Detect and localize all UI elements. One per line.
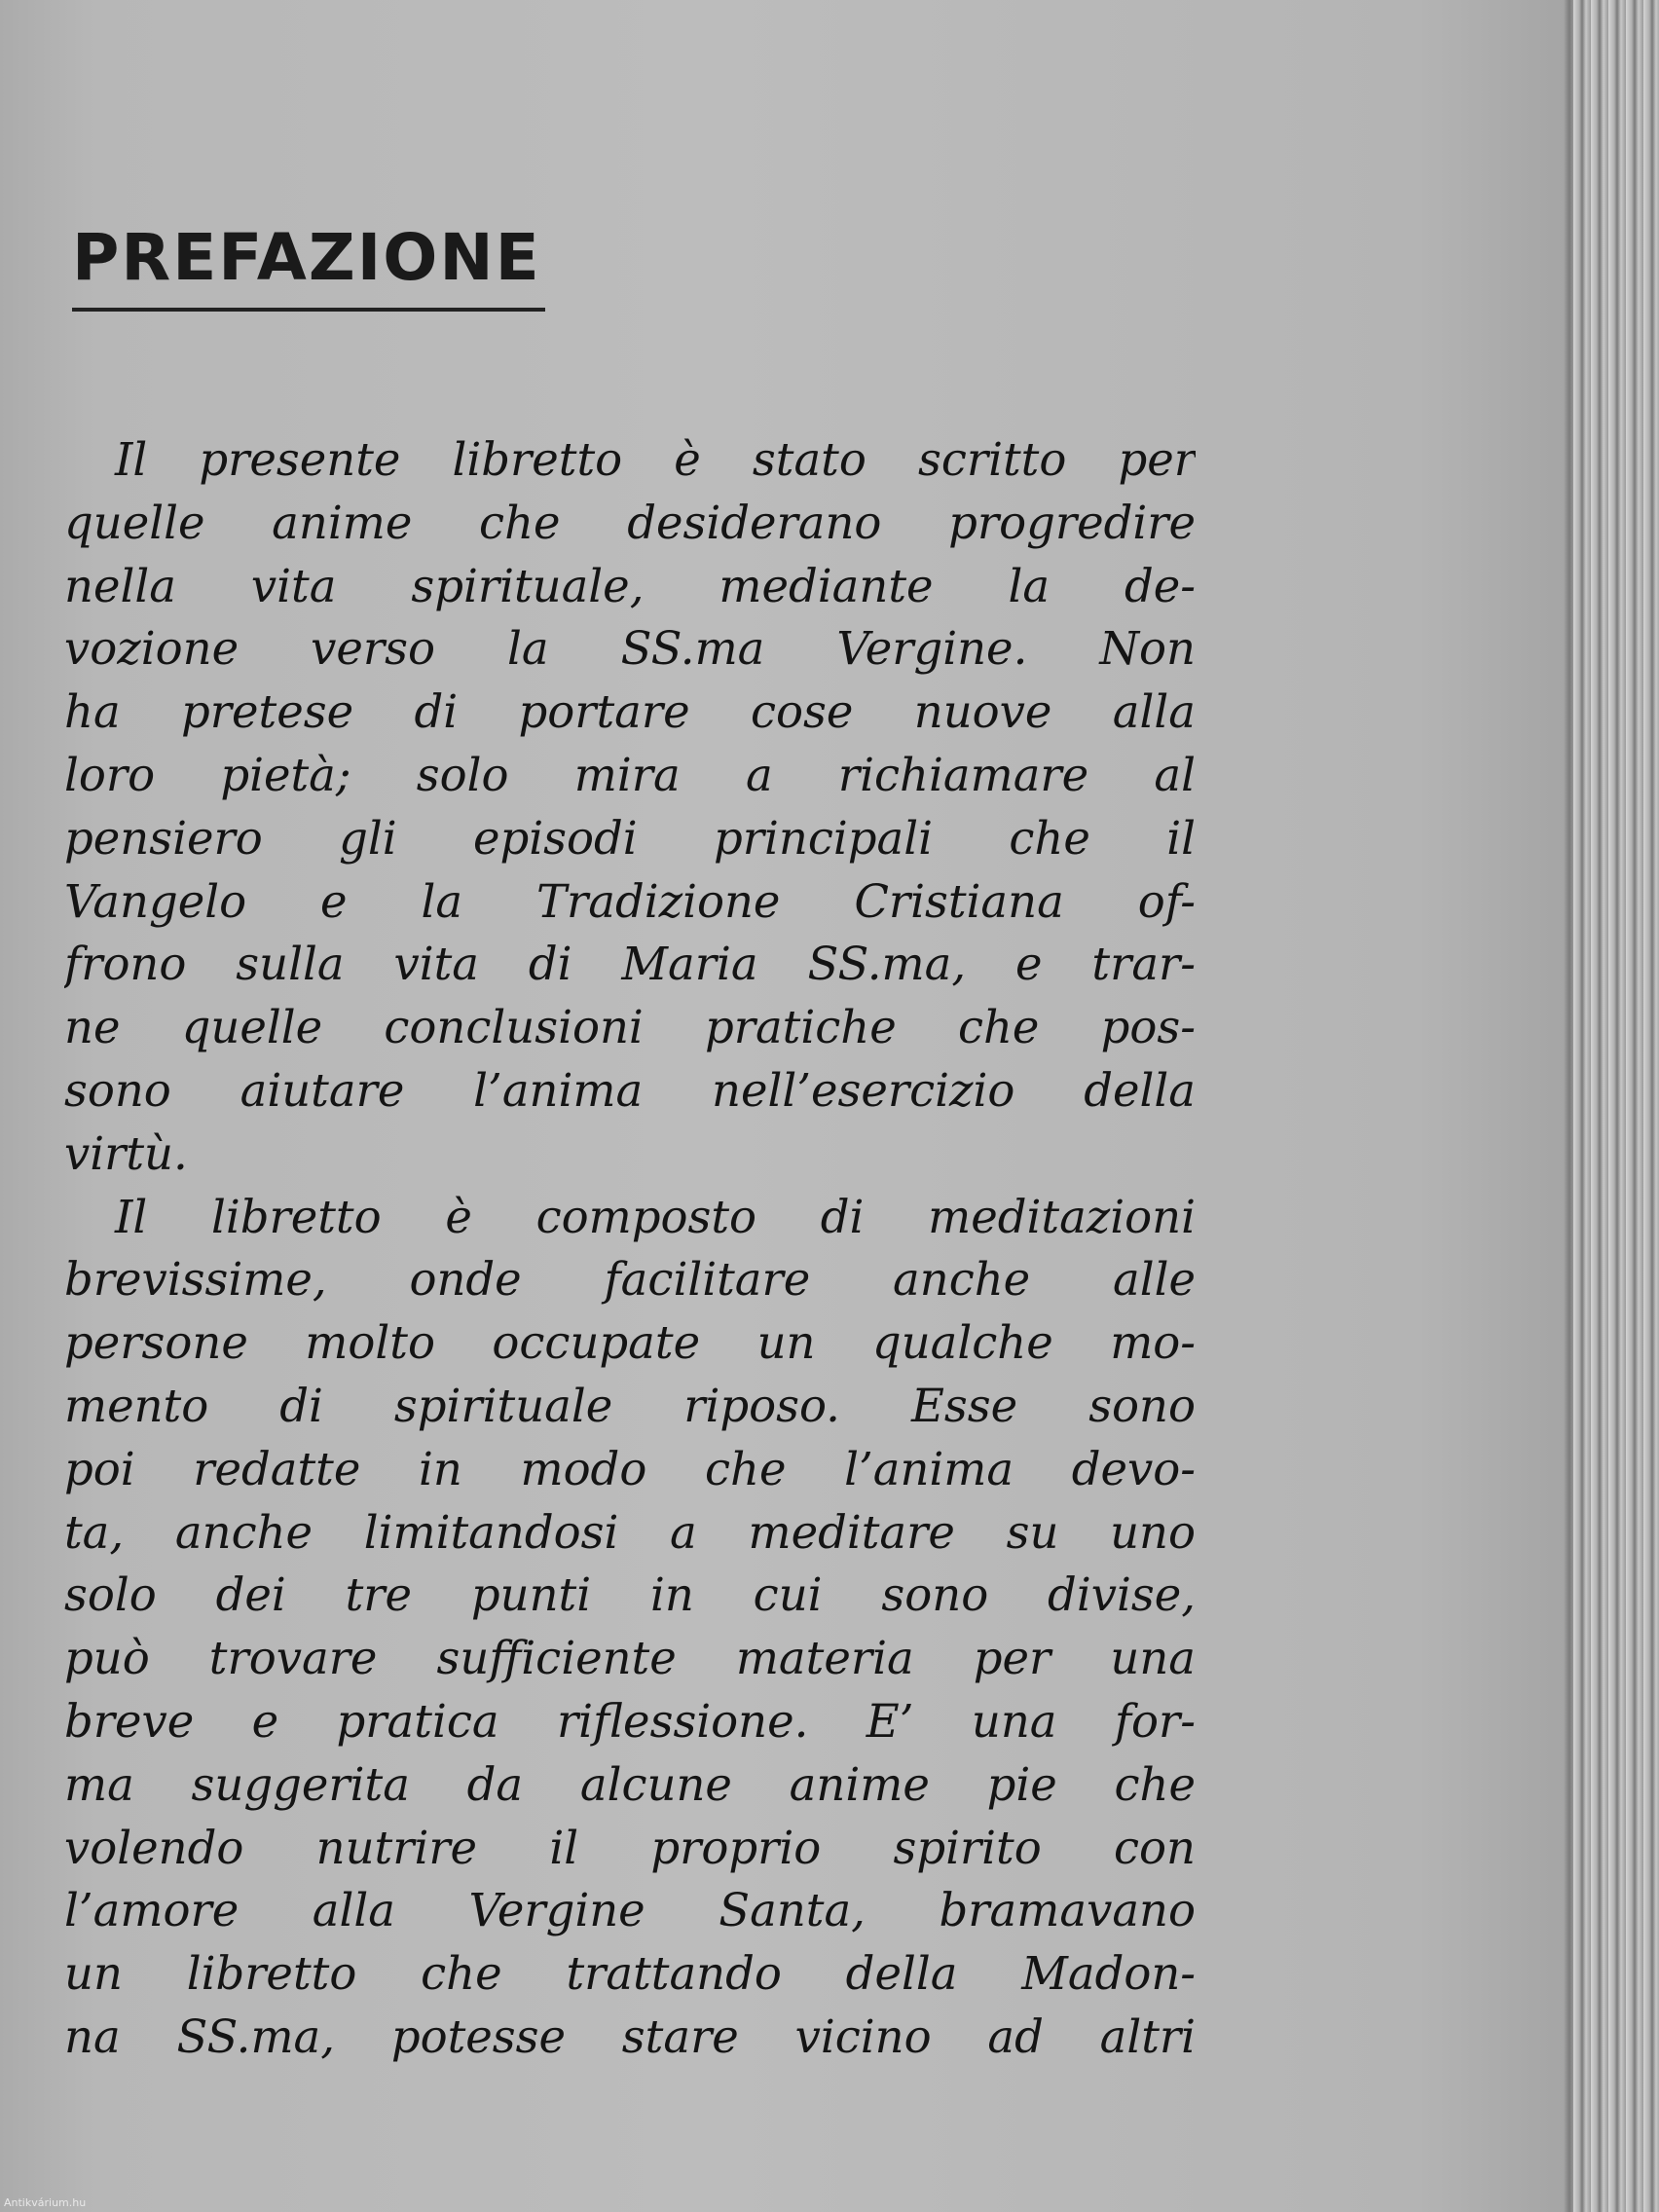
watermark-text: Antikvárium.hu xyxy=(4,2196,87,2209)
text-line: solo dei tre punti in cui sono divise, xyxy=(64,1568,1196,1622)
text-line: loro pietà; solo mira a richiamare al xyxy=(64,748,1196,801)
preface-body xyxy=(64,428,1196,2069)
text-line: ha pretese di portare cose nuove alla xyxy=(64,685,1196,739)
page-stack-edge xyxy=(1573,0,1659,2212)
text-line: Il presente libretto è stato scritto per xyxy=(115,433,1196,486)
text-line: può trovare sufficiente materia per una xyxy=(64,1632,1196,1685)
text-line: un libretto che trattando della Madon- xyxy=(64,1947,1196,2001)
text-line: persone molto occupate un qualche mo- xyxy=(64,1316,1196,1370)
text-line: brevissime, onde facilitare anche alle xyxy=(64,1253,1196,1307)
text-line: quelle anime che desiderano progredire xyxy=(64,496,1196,549)
text-line: ma suggerita da alcune anime pie che xyxy=(64,1757,1196,1811)
text-line: virtù. xyxy=(64,1126,188,1180)
text-line: na SS.ma, potesse stare vicino ad altri xyxy=(64,2009,1196,2063)
text-line: breve e pratica riflessione. E’ una for- xyxy=(64,1694,1196,1748)
title-underline xyxy=(72,308,545,312)
text-line: ne quelle conclusioni pratiche che pos- xyxy=(64,1001,1196,1054)
paragraph-1 xyxy=(64,428,1196,1186)
text-line: l’amore alla Vergine Santa, bramavano xyxy=(64,1884,1196,1937)
text-line: Vangelo e la Tradizione Cristiana of- xyxy=(64,874,1196,928)
text-line: poi redatte in modo che l’anima devo- xyxy=(64,1442,1196,1495)
paragraph-2 xyxy=(64,1186,1196,2069)
text-line: pensiero gli episodi principali che il xyxy=(64,811,1196,865)
text-line: frono sulla vita di Maria SS.ma, e trar- xyxy=(64,938,1196,991)
page-title: PREFAZIONE xyxy=(72,220,541,295)
text-line: mento di spirituale riposo. Esse sono xyxy=(64,1379,1196,1432)
text-line: volendo nutrire il proprio spirito con xyxy=(64,1821,1196,1874)
text-line: ta, anche limitandosi a meditare su uno xyxy=(64,1505,1196,1559)
text-line: nella vita spirituale, mediante la de- xyxy=(64,559,1196,612)
text-line: Il libretto è composto di meditazioni xyxy=(115,1190,1196,1243)
text-line: vozione verso la SS.ma Vergine. Non xyxy=(64,622,1196,676)
text-line: sono aiutare l’anima nell’esercizio della xyxy=(64,1063,1196,1117)
